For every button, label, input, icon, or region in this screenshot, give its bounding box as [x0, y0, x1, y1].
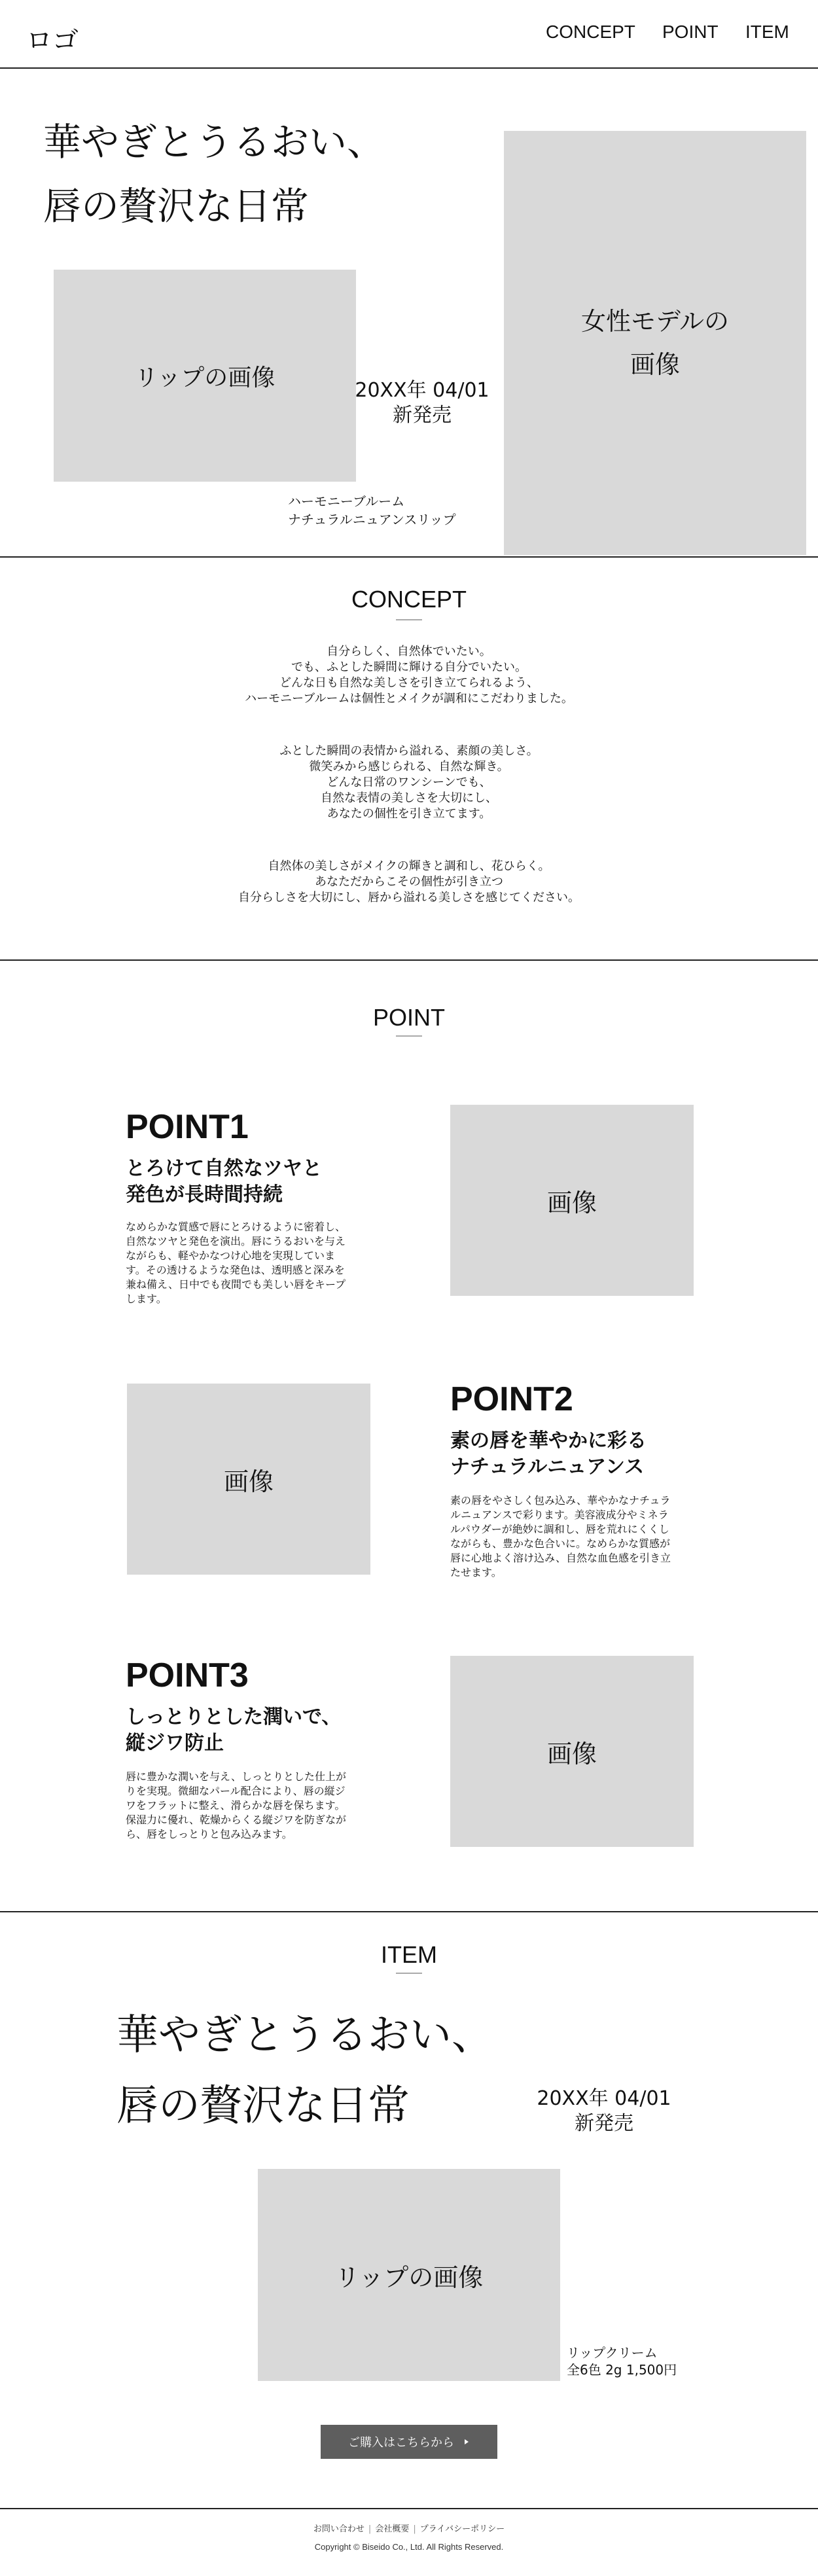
- point1-image-label: 画像: [546, 1188, 597, 1217]
- concept-line: 微笑みから感じられる、自然な輝き。: [309, 760, 509, 774]
- copyright: Copyright © Biseido Co., Ltd. All Rights Reserved.: [314, 2542, 504, 2552]
- footer-link-company[interactable]: 会社概要: [375, 2524, 410, 2534]
- point1-body-line: します。: [126, 1293, 167, 1305]
- concept-line: あなただからこその個性が引き立つ: [315, 875, 503, 889]
- item-product-info: [567, 2344, 677, 2378]
- nav-item[interactable]: ITEM: [745, 22, 789, 42]
- hero-product-line1: ハーモニーブルーム: [288, 493, 405, 509]
- point1-body-line: なめらかな質感で唇にとろけるように密着し、: [126, 1221, 346, 1233]
- footer-divider: [0, 2508, 818, 2509]
- model-image-placeholder: [504, 131, 806, 555]
- hero-title: 華やぎとうるおい、 唇の贅沢な日常: [43, 120, 385, 228]
- concept-line: どんな日も自然な美しさを引き立てられるよう、: [279, 676, 539, 690]
- concept-line: でも、ふとした瞬間に輝ける自分でいたい。: [291, 660, 527, 674]
- item-release-label: 新発売: [575, 2112, 633, 2135]
- point2-body-line: ルパウダーが絶妙に調和し、唇を荒れにくくし: [450, 1523, 669, 1535]
- point3-body-line: りを実現。微細なパール配合により、唇の縦ジ: [126, 1785, 346, 1797]
- point2-body-line: ながらも、豊かな色合いに。なめらかな質感が: [450, 1537, 671, 1550]
- concept-line: あなたの個性を引き立てます。: [327, 807, 491, 821]
- header-divider: [0, 67, 818, 69]
- nav-point[interactable]: POINT: [662, 22, 719, 42]
- concept-line: 自分らしく、自然体でいたい。: [327, 645, 491, 658]
- point3-image-label: 画像: [546, 1739, 597, 1768]
- buy-button[interactable]: [321, 2425, 497, 2459]
- nav-concept[interactable]: CONCEPT: [546, 22, 635, 42]
- item-title: 華やぎとうるおい、 唇の贅沢な日常: [116, 2011, 493, 2130]
- point1-image-placeholder: [450, 1105, 694, 1296]
- point2-body-line: 素の唇をやさしく包み込み、華やかなナチュラ: [450, 1494, 671, 1507]
- item-heading-underline: [396, 1973, 422, 1974]
- item-release-date: 20XX年 04/01: [537, 2087, 671, 2110]
- footer-separator: |: [413, 2524, 416, 2534]
- concept-line: どんな日常のワンシーンでも、: [327, 776, 491, 789]
- hero-product-name: [288, 492, 456, 529]
- hero-release-date: 20XX年 04/01: [355, 379, 489, 402]
- item-heading: ITEM: [381, 1941, 437, 1968]
- point2-number: POINT2: [450, 1380, 573, 1418]
- point1-headline: とろけて自然なツヤと 発色が長時間持続: [126, 1157, 322, 1206]
- point2-body-line: 唇に心地よく溶け込み、自然な血色感を引き立: [450, 1552, 671, 1564]
- model-image-label-line2: 画像: [630, 350, 680, 379]
- point2-body-line: ルニュアンスで彩ります。美容液成分やミネラ: [450, 1509, 669, 1521]
- footer-links: [0, 2522, 818, 2534]
- point1-body-line: 兼ね備え、日中でも夜間でも美しい唇をキープ: [126, 1278, 346, 1291]
- hero-divider: [0, 556, 818, 558]
- point-heading-underline: [396, 1035, 422, 1037]
- footer-separator: |: [368, 2524, 372, 2534]
- point1-body-line: ながらも、軽やかなつけ心地を実現していま: [126, 1249, 336, 1262]
- point2-body-line: たせます。: [450, 1566, 502, 1579]
- concept-line: 自然体の美しさがメイクの輝きと調和し、花ひらく。: [268, 859, 550, 873]
- point2-image-placeholder: [127, 1384, 370, 1575]
- point3-headline: しっとりとした潤いで、 縦ジワ防止: [126, 1706, 342, 1755]
- footer-link-contact[interactable]: お問い合わせ: [313, 2524, 365, 2534]
- point3-body-line: ワをフラットに整え、滑らかな唇を保ちます。: [126, 1799, 346, 1812]
- point1-number: POINT1: [126, 1108, 249, 1146]
- point3-number: POINT3: [126, 1656, 249, 1694]
- point1-body-line: 自然なツヤと発色を演出。唇にうるおいを与え: [126, 1235, 346, 1247]
- item-product-spec: 全6色 2g 1,500円: [567, 2362, 677, 2378]
- point-divider: [0, 1911, 818, 1912]
- item-release: [535, 2086, 673, 2136]
- point1-body: [126, 1220, 374, 1306]
- item-product-name: リップクリーム: [567, 2345, 658, 2361]
- point3-body: [126, 1770, 374, 1842]
- point-heading: POINT: [372, 1004, 445, 1031]
- concept-paragraph-1: [0, 644, 818, 707]
- point3-image-placeholder: [450, 1656, 694, 1847]
- lip-image-placeholder: [54, 270, 356, 482]
- buy-button-label: ご購入はこちらから: [348, 2436, 454, 2450]
- concept-line: ふとした瞬間の表情から溢れる、素顔の美しさ。: [279, 744, 539, 758]
- point1-body-line: す。その透けるような発色は、透明感と深みを: [126, 1264, 345, 1276]
- point3-body-line: 保湿力に優れ、乾燥からくる縦ジワを防ぎなが: [126, 1814, 346, 1826]
- point3-body-line: ら、唇をしっとりと包み込みます。: [126, 1828, 293, 1840]
- concept-heading-underline: [396, 619, 422, 620]
- point2-image-label: 画像: [223, 1467, 274, 1496]
- model-image-label-line1: 女性モデルの: [580, 307, 730, 336]
- concept-paragraph-3: [0, 859, 818, 906]
- hero-release-label: 新発売: [393, 404, 452, 427]
- item-lip-image-placeholder: [258, 2169, 560, 2381]
- hero-product-line2: ナチュラルニュアンスリップ: [288, 512, 456, 528]
- hero-release: [353, 378, 491, 428]
- concept-line: 自然な表情の美しさを大切にし、: [321, 791, 497, 805]
- logo[interactable]: ロゴ: [26, 26, 79, 56]
- point3-body-line: 唇に豊かな潤いを与え、しっとりとした仕上が: [126, 1770, 346, 1783]
- footer-link-privacy[interactable]: プライバシーポリシー: [419, 2524, 505, 2534]
- point2-body: [450, 1494, 699, 1580]
- item-lip-image-label: リップの画像: [334, 2263, 484, 2292]
- concept-divider: [0, 959, 818, 961]
- concept-paragraph-2: [0, 743, 818, 822]
- concept-line: 自分らしさを大切にし、唇から溢れる美しさを感じてください。: [238, 891, 580, 904]
- lip-image-label: リップの画像: [134, 364, 276, 391]
- concept-line: ハーモニーブルームは個性とメイクが調和にこだわりました。: [245, 692, 573, 706]
- concept-heading: CONCEPT: [351, 586, 467, 613]
- point2-headline: 素の唇を華やかに彩る ナチュラルニュアンス: [450, 1429, 647, 1478]
- caret-right-icon: [463, 2438, 470, 2446]
